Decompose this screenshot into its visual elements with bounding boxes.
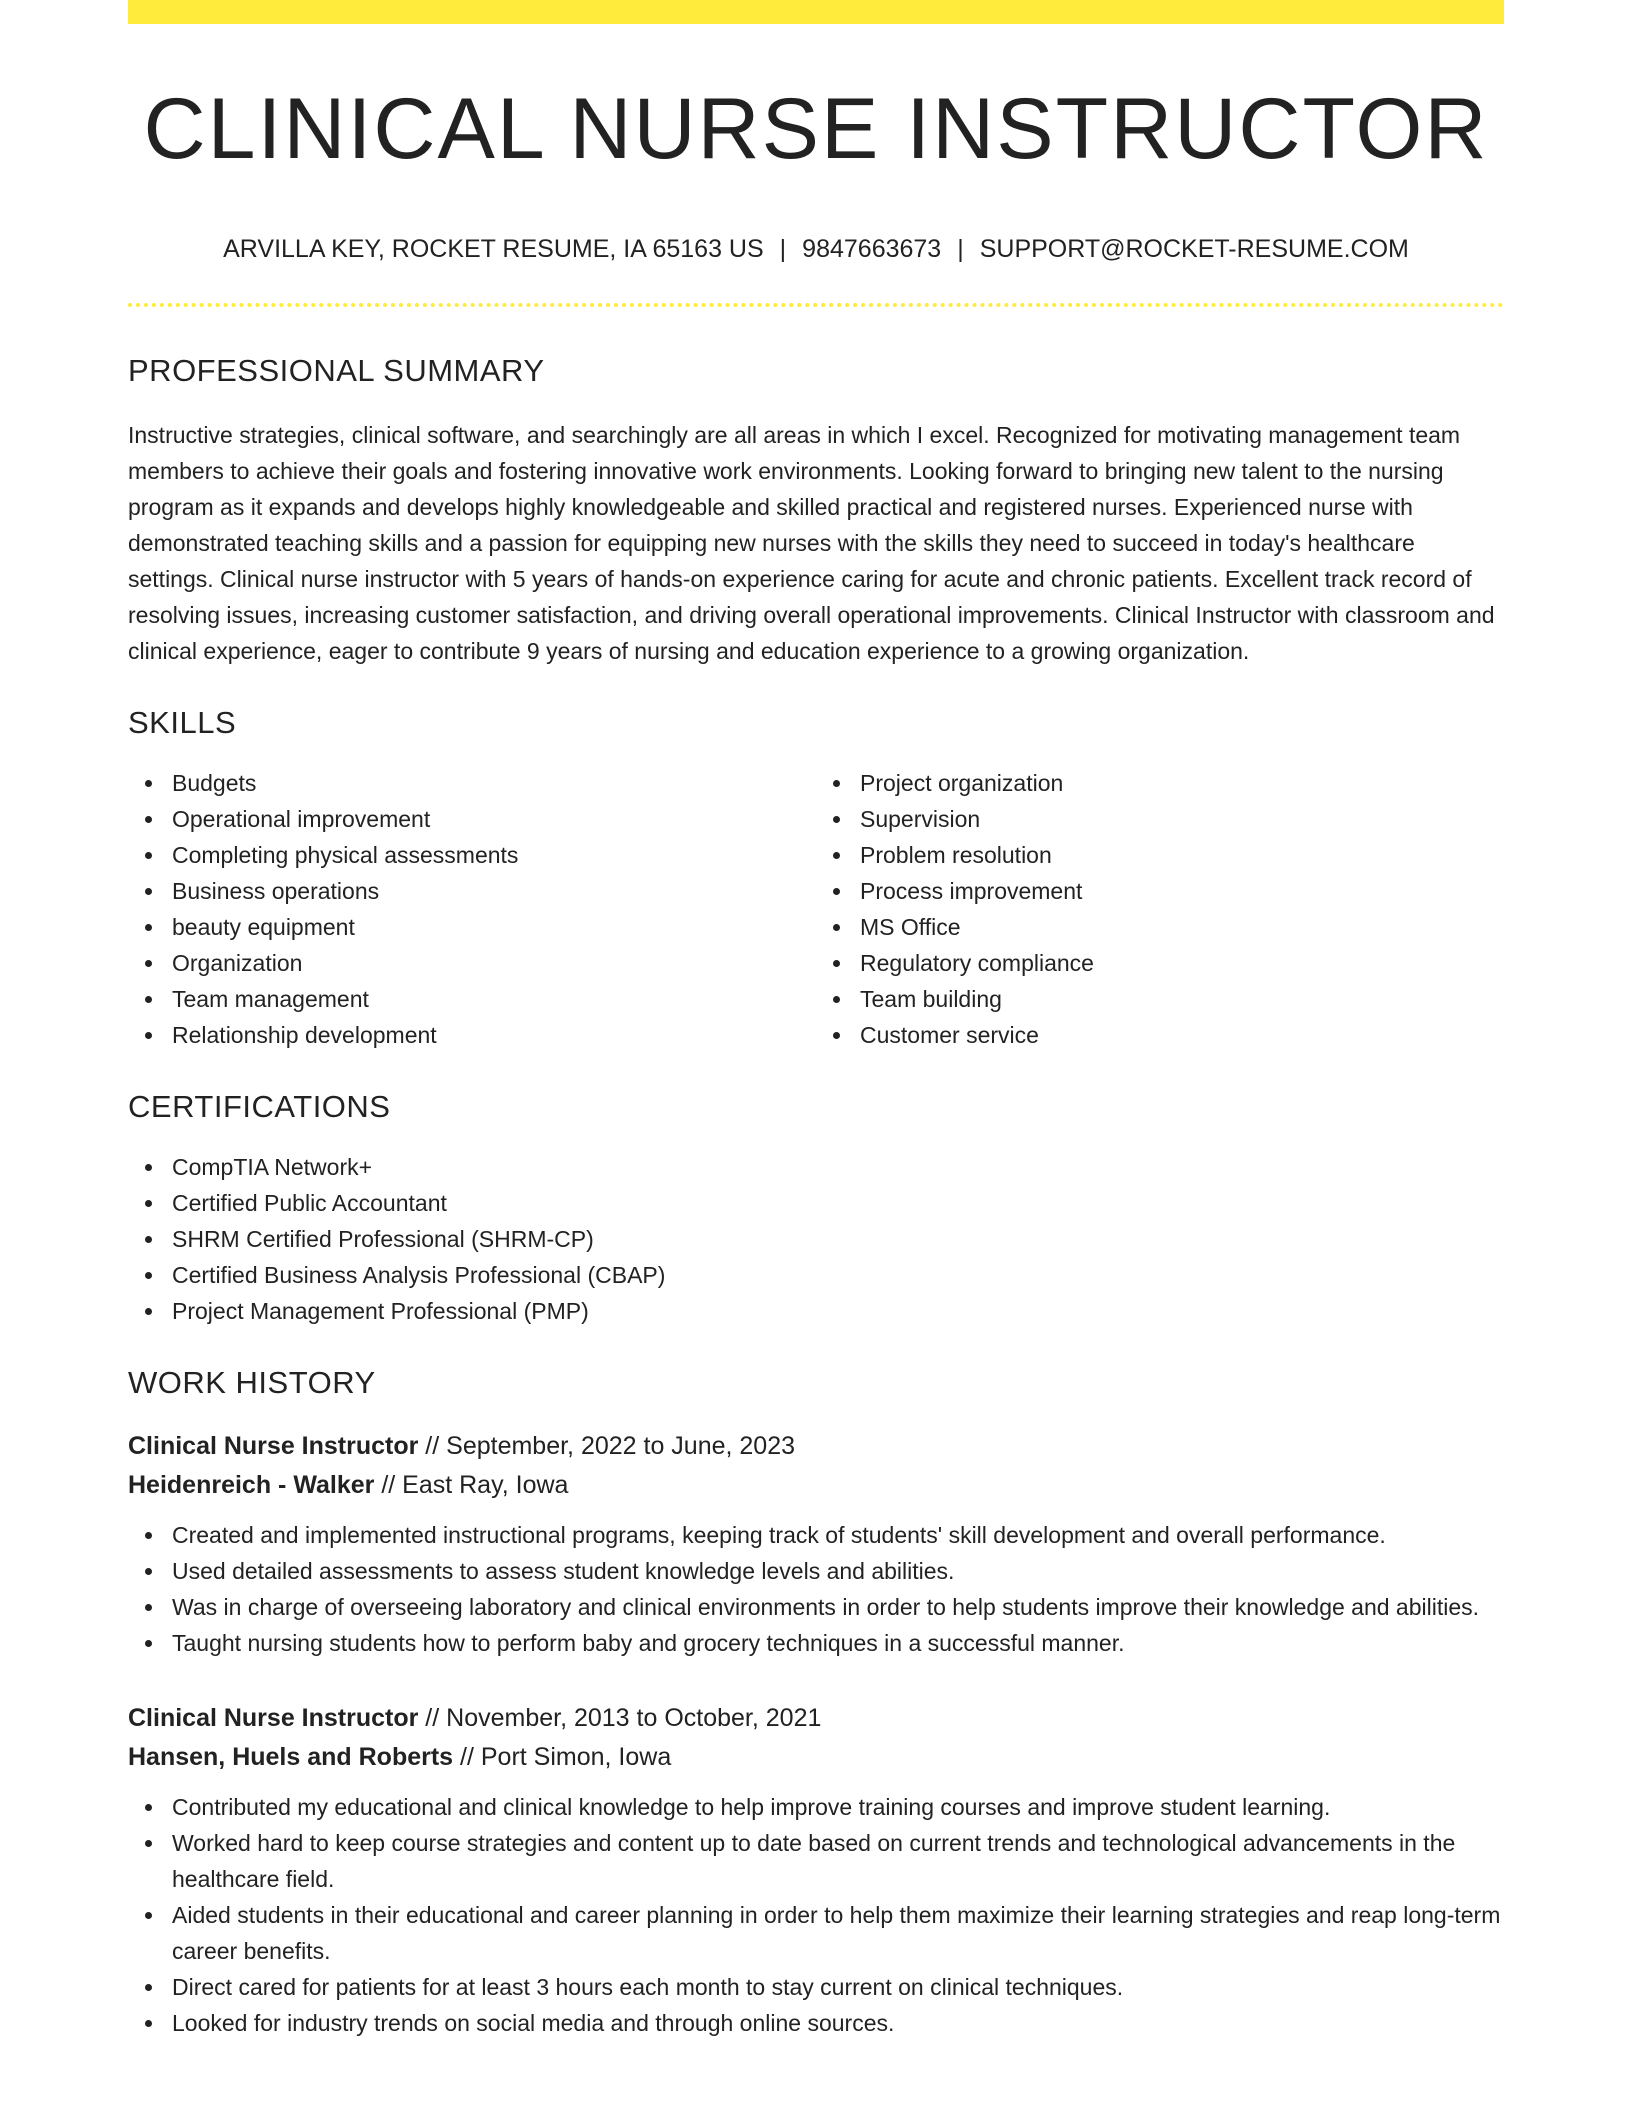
- skill-item: Supervision: [860, 801, 1504, 837]
- contact-phone: 9847663673: [802, 234, 942, 263]
- job-bullet: Was in charge of overseeing laboratory and clinical environments in order to help students improve their knowledge and abilities.: [172, 1589, 1504, 1625]
- job-title: Clinical Nurse Instructor: [128, 1703, 419, 1732]
- certification-item: Project Management Professional (PMP): [172, 1293, 1504, 1329]
- certification-item: Certified Public Accountant: [172, 1185, 1504, 1221]
- job-company: Hansen, Huels and Roberts: [128, 1742, 454, 1771]
- contact-email: SUPPORT@ROCKET-RESUME.COM: [979, 234, 1409, 263]
- page-title: CLINICAL NURSE INSTRUCTOR: [143, 81, 1489, 177]
- job-bullet: Created and implemented instructional programs, keeping track of students' skill development and overall performance.: [172, 1517, 1504, 1553]
- job-company: Heidenreich - Walker: [128, 1470, 375, 1499]
- certifications-heading: CERTIFICATIONS: [128, 1088, 391, 1124]
- job-bullets: [128, 1789, 1504, 2041]
- skill-item: Budgets: [172, 765, 816, 801]
- job-bullet: Aided students in their educational and career planning in order to help them maximize their learning strategies and reap long-term career benefits.: [172, 1897, 1504, 1969]
- certification-item: CompTIA Network+: [172, 1149, 1504, 1185]
- job-location: // East Ray, Iowa: [374, 1470, 569, 1499]
- skill-item: Problem resolution: [860, 837, 1504, 873]
- job-bullet: Contributed my educational and clinical knowledge to help improve training courses and improve student learning.: [172, 1789, 1504, 1825]
- job-bullet: Taught nursing students how to perform baby and grocery techniques in a successful manner.: [172, 1625, 1504, 1661]
- dotted-divider: [128, 303, 1504, 307]
- skill-item: Team management: [172, 981, 816, 1017]
- skill-item: Relationship development: [172, 1017, 816, 1053]
- certification-item: SHRM Certified Professional (SHRM-CP): [172, 1221, 1504, 1257]
- certification-item: Certified Business Analysis Professional (CBAP): [172, 1257, 1504, 1293]
- skill-item: Organization: [172, 945, 816, 981]
- contact-address: ARVILLA KEY, ROCKET RESUME, IA 65163 US: [223, 234, 764, 263]
- skills-column-left: [128, 765, 816, 1053]
- skills-heading: SKILLS: [128, 704, 237, 740]
- job-company-line: [128, 1738, 1504, 1777]
- job-dates: // November, 2013 to October, 2021: [418, 1703, 822, 1732]
- job-dates: // September, 2022 to June, 2023: [418, 1431, 796, 1460]
- contact-separator: |: [957, 234, 964, 263]
- job-title: Clinical Nurse Instructor: [128, 1431, 419, 1460]
- job-title-line: [128, 1699, 1504, 1738]
- job-bullet: Direct cared for patients for at least 3 hours each month to stay current on clinical techniques.: [172, 1969, 1504, 2005]
- skill-item: Process improvement: [860, 873, 1504, 909]
- job-bullet: Looked for industry trends on social media and through online sources.: [172, 2005, 1504, 2041]
- skill-item: Completing physical assessments: [172, 837, 816, 873]
- summary-text: Instructive strategies, clinical software, and searchingly are all areas in which I excel. Recognized for motivating management team members to achieve their goals and fostering innovative work environments. Looking forward to bringing new talent to the nursing program as it expands and develops highly knowledgeable and skilled practical and registered nurses. Experienced nurse with demonstrated teaching skills and a passion for equipping new nurses with the skills they need to succeed in today's healthcare settings. Clinical nurse instructor with 5 years of hands-on experience caring for acute and chronic patients. Excellent track record of resolving issues, increasing customer satisfaction, and driving overall operational improvements. Clinical Instructor with classroom and clinical experience, eager to contribute 9 years of nursing and education experience to a growing organization.: [128, 421, 1495, 664]
- skill-item: Business operations: [172, 873, 816, 909]
- contact-separator: |: [779, 234, 787, 263]
- contact-info: [128, 235, 1504, 264]
- job-entry: [128, 1427, 1504, 1661]
- summary-heading: PROFESSIONAL SUMMARY: [128, 352, 545, 388]
- work-history-heading: WORK HISTORY: [128, 1364, 376, 1400]
- skills-grid: [128, 765, 1504, 1053]
- skill-item: MS Office: [860, 909, 1504, 945]
- job-location: // Port Simon, Iowa: [453, 1742, 672, 1771]
- skill-item: Customer service: [860, 1017, 1504, 1053]
- skills-column-right: [816, 765, 1504, 1053]
- job-bullet: Worked hard to keep course strategies and content up to date based on current trends and technological advancements in the healthcare field.: [172, 1825, 1504, 1897]
- skill-item: Team building: [860, 981, 1504, 1017]
- job-bullets: [128, 1517, 1504, 1661]
- skill-item: beauty equipment: [172, 909, 816, 945]
- accent-top-bar: [128, 0, 1504, 24]
- skill-item: Operational improvement: [172, 801, 816, 837]
- skill-item: Regulatory compliance: [860, 945, 1504, 981]
- certifications-list: [128, 1149, 1504, 1329]
- resume-page: [128, 0, 1504, 2041]
- job-title-line: [128, 1427, 1504, 1466]
- job-company-line: [128, 1466, 1504, 1505]
- job-bullet: Used detailed assessments to assess student knowledge levels and abilities.: [172, 1553, 1504, 1589]
- job-entry: [128, 1699, 1504, 2041]
- skill-item: Project organization: [860, 765, 1504, 801]
